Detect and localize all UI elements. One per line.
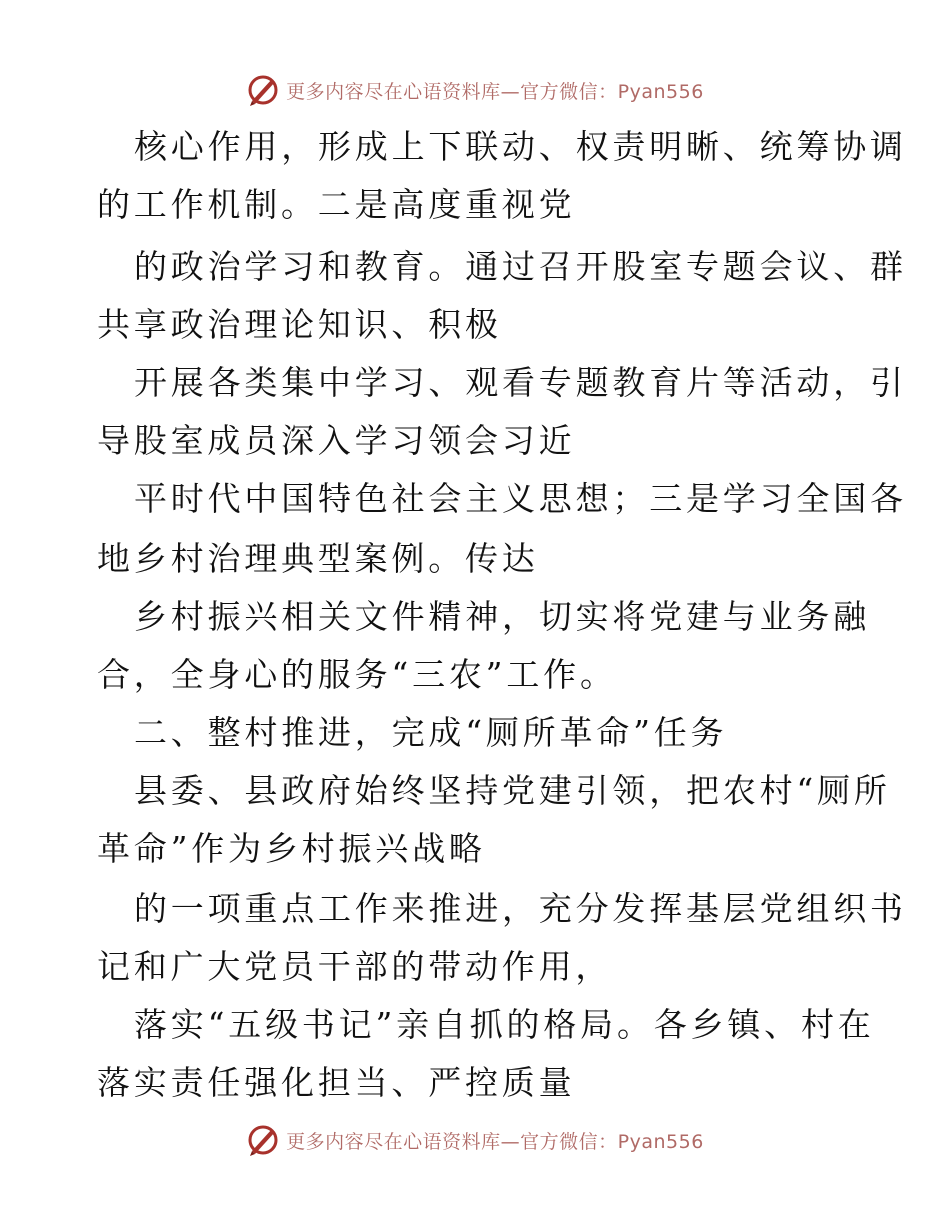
text-line: 地乡村治理典型案例。传达	[97, 539, 539, 578]
text-line: 合，全身心的服务“三农”工作。	[97, 655, 617, 694]
header-watermark	[0, 72, 950, 108]
section-heading: 二、整村推进，完成“厕所革命”任务	[134, 713, 728, 752]
pen-circle-logo-icon	[246, 1123, 280, 1157]
text-line: 的政治学习和教育。通过召开股室专题会议、群	[134, 247, 907, 286]
text-line: 县委、县政府始终坚持党建引领，把农村“厕所	[134, 771, 891, 810]
text-line: 记和广大党员干部的带动作用，	[97, 947, 613, 986]
text-line: 落实责任强化担当、严控质量	[97, 1063, 576, 1102]
text-line: 平时代中国特色社会主义思想；三是学习全国各	[134, 479, 907, 518]
text-line: 乡村振兴相关文件精神，切实将党建与业务融	[134, 597, 870, 636]
text-line: 落实“五级书记”亲自抓的格局。各乡镇、村在	[134, 1005, 875, 1044]
text-line: 导股室成员深入学习领会习近	[97, 421, 576, 460]
footer-watermark	[0, 1122, 950, 1158]
text-line: 的工作机制。二是高度重视党	[97, 185, 576, 224]
text-line: 共享政治理论知识、积极	[97, 305, 502, 344]
text-line: 核心作用，形成上下联动、权责明晰、统筹协调	[134, 127, 907, 166]
watermark-text: 更多内容尽在心语资料库—官方微信：Pyan556	[286, 1130, 704, 1153]
watermark-text: 更多内容尽在心语资料库—官方微信：Pyan556	[286, 80, 704, 103]
text-line: 的一项重点工作来推进，充分发挥基层党组织书	[134, 889, 907, 928]
text-line: 开展各类集中学习、观看专题教育片等活动，引	[134, 363, 907, 402]
text-line: 革命”作为乡村振兴战略	[97, 829, 486, 868]
pen-circle-logo-icon	[246, 73, 280, 107]
